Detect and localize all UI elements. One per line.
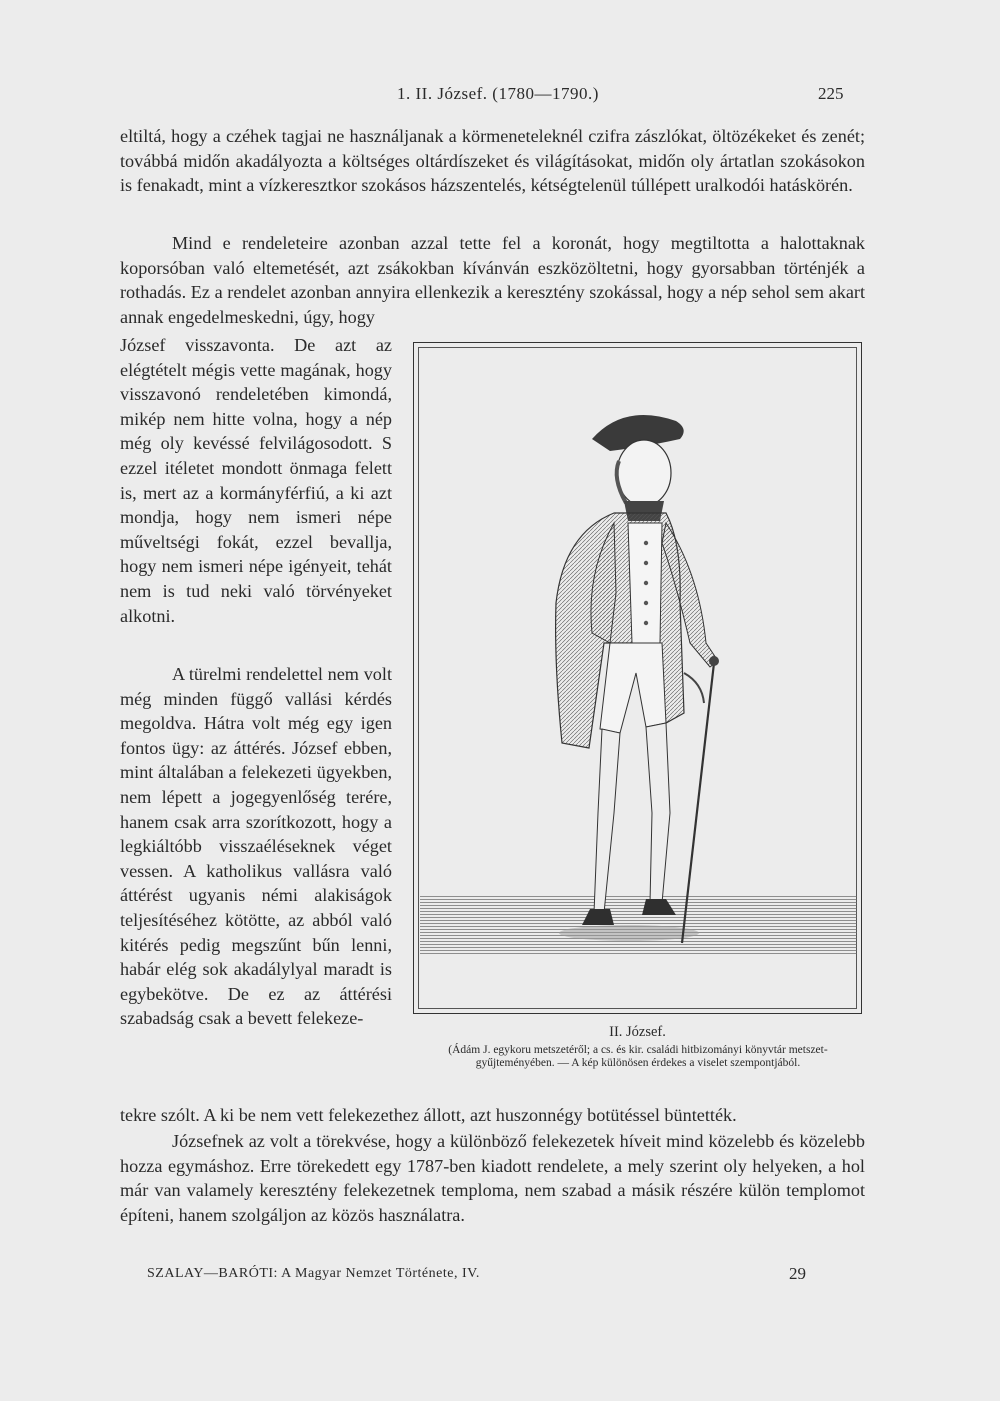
paragraph-2-narrow: József visszavonta. De azt az elégtételt mégis vette magának, hogy visszavonó rendeletében kimondá, mikép nem hitte volna, hogy a nép még oly kevéssé felvilágosodott. S ezzel itéletet mondott önmaga felett is, mert az a kormányférfiú, a ki azt mondja, hogy nem ismeri népe műveltségi fokát, ezzel bevallja, hogy nem ismeri népe igényeit, tehát nem is tud neki való törvényeket alkotni. [120,335,392,626]
footer-sheet-number: 29 [789,1264,806,1283]
page-header [0,78,1000,108]
figure-caption-title: II. József. [609,1024,666,1040]
footer-signature: SZALAY—BARÓTI: A Magyar Nemzet Története, IV. [147,1266,480,1281]
page-number: 225 [818,84,844,103]
paragraph-4: Józsefnek az volt a törekvése, hogy a különböző felekezetek híveit mind közelebb és közelebb hozza egymáshoz. Erre törekedett egy 1787-ben kiadott rendelete, a mely szerint oly helyeken, a hol már van valamely keresztény felekezetnek temploma, nem szabad a másik részére külön templomot építeni, hanem szolgáljon az közös használatra. [120,1131,865,1225]
figure-caption-note: (Ádám J. egykoru metszetéről; a cs. és kir. családi hitbizományi könyvtár metszet-gyűjteményében. — A kép különösen érdekes a viselet szempontjából. [448,1044,828,1069]
paragraph-1: eltiltá, hogy a czéhek tagjai ne használjanak a körmeneteleknél czifra zászlókat, öltözékeket és zenét; továbbá midőn akadályozta a költséges oltárdíszeket és világításokat, midőn oly ártatlan szokásokon is fenakadt, mint a vízkeresztkor szokásos házszentelés, kétségtelenül túllépett uralkodói hatáskörén. [120,126,865,196]
paragraph-3-narrow: A türelmi rendelettel nem volt még minden függő vallási kérdés megoldva. Hátra volt még egy igen fontos ügy: az áttérés. József ebben, mint általában a felekezeti ügyekben, nem lépett a jogegyenlőség terére, hanem csak arra szorítkozott, hogy a legkiáltóbb visszaéléseknek véget vessen. A katholikus vallásra való áttérést ugyanis némi alakiságok teljesítéséhez kötötte, az abból való kitérés pedig megszűnt bűn lenni, habár elég sok akadálylyal maradt is egybekötve. De ez az áttérési szabadság csak a bevett felekeze- [120,664,392,1029]
paragraph-2-full: Mind e rendeleteire azonban azzal tette fel a koronát, hogy megtiltotta a halottaknak koporsóban való eltemetését, azt zsákokban kívánván eszközöltetni, hogy gyorsabban történjék a rothadás. Ez a rendelet azonban annyira ellenkezik a keresztény szokással, hogy a nép sehol sem akart annak engedelmeskedni, úgy, hogy [120,233,865,327]
running-head: 1. II. József. (1780—1790.) [397,84,599,103]
portrait-figure [413,342,862,1014]
portrait-engraving [414,343,863,1015]
paragraph-3-full: tekre szólt. A ki be nem vett felekezethez állott, azt huszonnégy botütéssel büntették. [120,1105,737,1125]
